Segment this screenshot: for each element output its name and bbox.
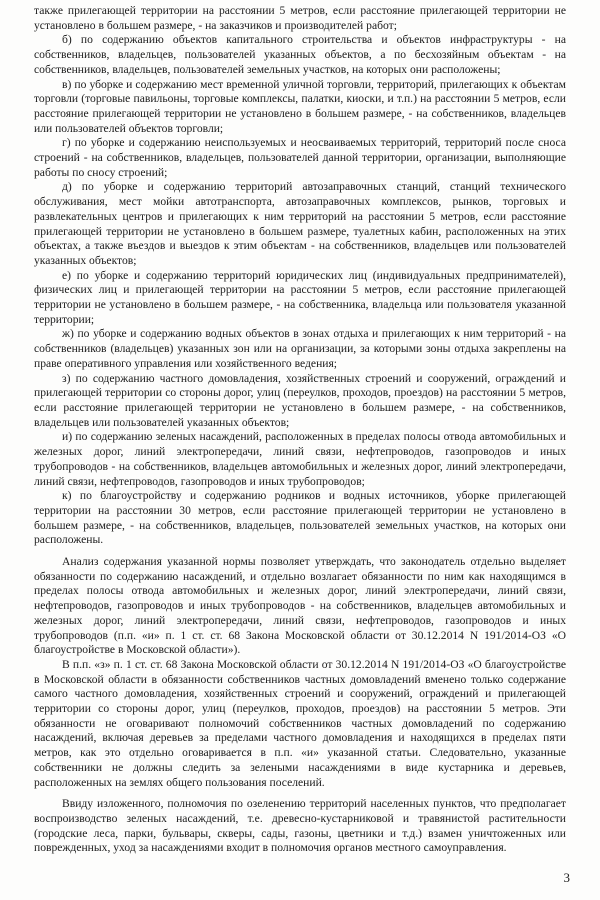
paragraph-analysis: Анализ содержания указанной нормы позволяет утверждать, что законодатель отдельно выделяет обязанности по содержанию насаждений, и отдельно возлагает обязанности по ним как находящимся в пределах полосы отвода автомобильных и железных дорог, линий электропередачи, линий связи, нефтепроводов, газопроводов и иных трубопроводов - на собственников, владельцев автомобильных и железных дорог, линий электропередачи, линий связи, нефтепроводов, газопроводов и иных трубопроводов (п.п. «и» п. 1 ст. ст. 68 Закона Московской области от 30.12.2014 N 191/2014-ОЗ «О благоустройстве в Московской области»). <box>34 555 566 657</box>
paragraph-item-d: д) по уборке и содержанию территорий автозаправочных станций, станций технического обслуживания, мест мойки автотранспорта, автозаправочных комплексов, рынков, торговых и развлекательных центров и прилегающих к ним территорий на расстоянии 5 метров, если расстояние прилегающей территории не установлено в большем размере, туалетных кабин, расположенных на этих объектах, а также въездов и выездов к этим объектам - на собственников, владельцев или пользователей указанных объектов; <box>34 180 566 267</box>
paragraph-item-k: к) по благоустройству и содержанию родников и водных источников, уборке прилегающей территории на расстоянии 30 метров, если расстояние прилегающей территории не установлено в большем размере, - на собственников, владельцев, пользователей земельных участков, на которых они расположены. <box>34 489 566 547</box>
paragraph-item-zh: ж) по уборке и содержанию водных объектов в зонах отдыха и прилегающих к ним территорий - на собственников (владельцев) указанных зон или на организации, за которыми зоны отдыха закреплены на праве оперативного управления или хозяйственного ведения; <box>34 327 566 370</box>
document-body <box>34 4 566 856</box>
paragraph-subclause-z: В п.п. «з» п. 1 ст. ст. 68 Закона Московской области от 30.12.2014 N 191/2014-ОЗ «О благоустройстве в Московской области в обязанности собственников частных домовладений вменено только содержание самого частного домовладения, хозяйственных строений и сооружений, ограждений и прилегающей территории со стороны дорог, улиц (переулков, проходов, проездов) на расстоянии 5 метров. Эти обязанности не оговаривают полномочий собственников частных домовладений по содержанию насаждений, включая деревьев за пределами частного домовладения и находящихся в пределах пяти метров, как это отдельно оговаривается в п.п. «и» указанной статьи. Следовательно, указанные собственники не должны следить за зелеными насаждениями в виде кустарника и деревьев, расположенных на землях общего пользования поселений. <box>34 657 566 789</box>
paragraph-item-g: г) по уборке и содержанию неиспользуемых и неосваиваемых территорий, территорий после сноса строений - на собственников, владельцев, пользователей данной территории, организации, выполняющие работы по сносу строений; <box>34 136 566 179</box>
paragraph-item-e: е) по уборке и содержанию территорий юридических лиц (индивидуальных предпринимателей), физических лиц и прилегающей территории на расстоянии 5 метров, если расстояние прилегающей территории не установлено в большем размере, - на собственника, владельца или пользователя указанной территории; <box>34 268 566 326</box>
paragraph-item-b: б) по содержанию объектов капитального строительства и объектов инфраструктуры - на собственников, владельцев, пользователей указанных объектов, а по бесхозяйным объектам - на собственников, владельцев, пользователей земельных участков, на которых они расположены; <box>34 33 566 76</box>
paragraph-continuation: также прилегающей территории на расстоянии 5 метров, если расстояние прилегающей территории не установлено в большем размере, - на заказчиков и производителей работ; <box>34 4 566 32</box>
paragraph-item-i: и) по содержанию зеленых насаждений, расположенных в пределах полосы отвода автомобильных и железных дорог, линий электропередачи, линий связи, нефтепроводов, газопроводов и иных трубопроводов - на собственников, владельцев автомобильных и железных дорог, линий электропередачи, линий связи, нефтепроводов, газопроводов и иных трубопроводов; <box>34 430 566 488</box>
page-number: 3 <box>563 870 570 885</box>
paragraph-conclusion: Ввиду изложенного, полномочия по озеленению территорий населенных пунктов, что предполагает воспроизводство зеленых насаждений, т.е. древесно-кустарниковой и травянистой растительности (городские леса, парки, бульвары, скверы, сады, газоны, цветники и т.д.) взамен уничтоженных или поврежденных, уход за насаждениями входит в полномочия органов местного самоуправления. <box>34 797 566 855</box>
paragraph-item-v: в) по уборке и содержанию мест временной уличной торговли, территорий, прилегающих к объектам торговли (торговые павильоны, торговые комплексы, палатки, киоски, и т.п.) на расстоянии 5 метров, если расстояние прилегающей территории не установлено в большем размере, - на собственников, владельцев или пользователей объектов торговли; <box>34 77 566 135</box>
paragraph-item-z: з) по содержанию частного домовладения, хозяйственных строений и сооружений, ограждений и прилегающей территории со стороны дорог, улиц (переулков, проходов, проездов) на расстоянии 5 метров, если расстояние прилегающей территории не установлено в большем размере, - на собственников, владельцев или пользователей указанных объектов; <box>34 371 566 429</box>
